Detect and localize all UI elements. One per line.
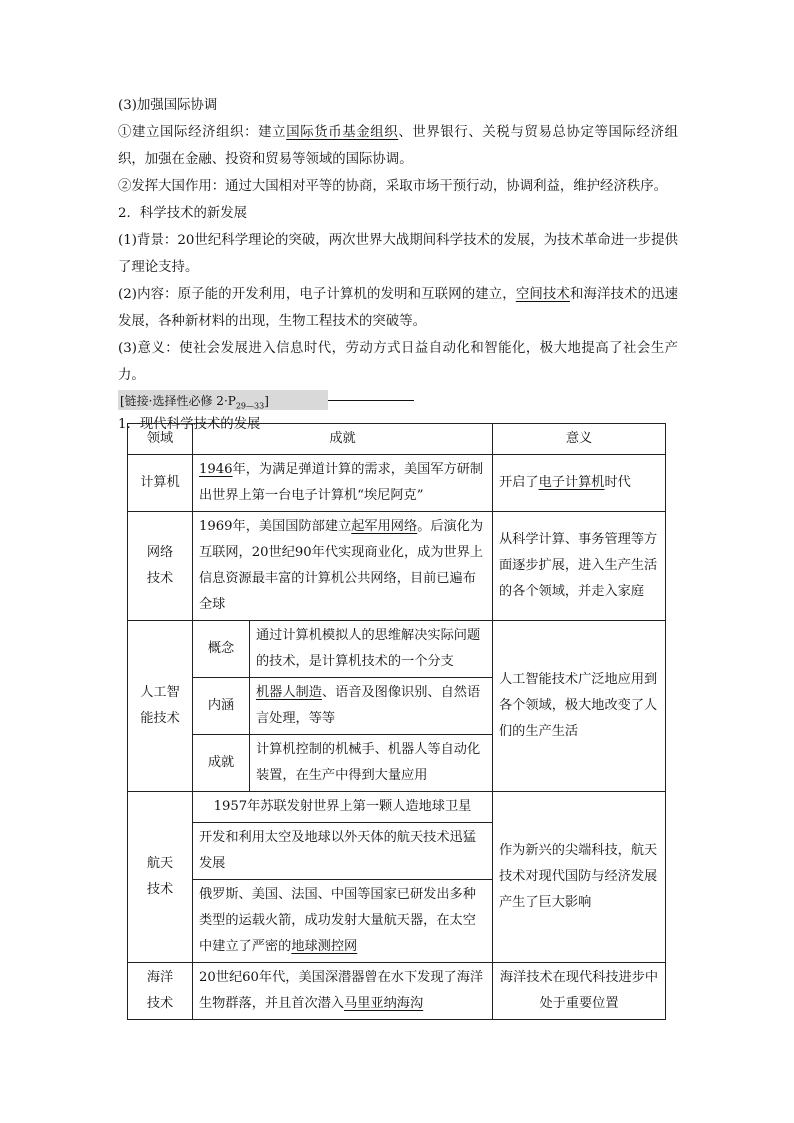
paragraph-content: (2)内容：原子能的开发利用，电子计算机的发明和互联网的建立，空间技术和海洋技术的迅速发展，各种新材料的出现，生物工程技术的突破等。 (118, 287, 679, 329)
aerospace-achievement-2: 开发和利用太空及地球以外天体的航天技术迅猛发展 (193, 823, 493, 880)
link-reference (118, 389, 678, 411)
ai-concept: 通过计算机模拟人的思维解决实际问题的技术，是计算机技术的一个分支 (250, 621, 493, 678)
significance-aerospace: 作为新兴的尖端科技，航天技术对现代国防与经济发展产生了巨大影响 (493, 792, 666, 963)
achievement-network: 1969年，美国国防部建立起军用网络。后演化为互联网，20世纪90年代实现商业化，成为世界上信息资源最丰富的计算机公共网络，目前已遍布全球 (193, 512, 493, 621)
table-row-ocean (128, 963, 666, 1020)
field-ai: 人工智能技术 (128, 621, 193, 792)
table-row-network (128, 512, 666, 621)
link-tag: [链接·选择性必修 $2\cdot P_{29—33}$] (118, 390, 328, 410)
header-field: 领域 (128, 424, 193, 455)
aerospace-achievement-3: 俄罗斯、美国、法国、中国等国家已研发出多种类型的运载火箭，成功发射大量航天器，在太空中建立了严密的地球测控网 (193, 880, 493, 963)
ai-concept-label: 概念 (193, 621, 250, 678)
achievement-ocean: 20世纪60年代，美国深潜器曾在水下发现了海洋生物群落，并且首次潜入马里亚纳海沟 (193, 963, 493, 1020)
paragraph-significance: (3)意义：使社会发展进入信息时代，劳动方式日益自动化和智能化，极大地提高了社会生产力。 (118, 341, 678, 383)
header-significance: 意义 (493, 424, 666, 455)
aerospace-achievement-1: 1957年苏联发射世界上第一颗人造地球卫星 (193, 792, 493, 823)
table-row-aerospace-1 (128, 792, 666, 823)
achievement-computer: 1946年，为满足弹道计算的需求，美国军方研制出世界上第一台电子计算机“埃尼阿克” (193, 455, 493, 512)
ai-connotation-label: 内涵 (193, 678, 250, 735)
significance-ai: 人工智能技术广泛地应用到各个领域，极大地改变了人们的生产生活 (493, 621, 666, 792)
significance-ocean: 海洋技术在现代科技进步中处于重要位置 (493, 963, 666, 1020)
header-achievement: 成就 (193, 424, 493, 455)
ai-result: 计算机控制的机械手、机器人等自动化装置，在生产中得到大量应用 (250, 735, 493, 792)
field-aerospace: 航天技术 (128, 792, 193, 963)
link-rule (328, 400, 414, 401)
ai-result-label: 成就 (193, 735, 250, 792)
ai-connotation: 机器人制造、语音及图像识别、自然语言处理，等等 (250, 678, 493, 735)
paragraph-economic-organizations: ①建立国际经济组织：建立国际货币基金组织、世界银行、关税与贸易总协定等国际经济组织，加强在金融、投资和贸易等领域的国际协调。 (118, 125, 678, 167)
section-title: 1．现代科学技术的发展 (118, 417, 261, 432)
tech-development-table (127, 423, 666, 1020)
table-row-computer (128, 455, 666, 512)
underlined-space-tech: 空间技术 (515, 287, 570, 302)
table-header-row (128, 424, 666, 455)
paragraph-background: (1)背景：20世纪科学理论的突破，两次世界大战期间科学技术的发展，为技术革命进一步提供了理论支持。 (118, 233, 678, 275)
field-network: 网络技术 (128, 512, 193, 621)
significance-network: 从科学计算、事务管理等方面逐步扩展，进入生产生活的各个领域，并走入家庭 (493, 512, 666, 621)
field-computer: 计算机 (128, 455, 193, 512)
document-body (118, 92, 678, 438)
field-ocean: 海洋技术 (128, 963, 193, 1020)
heading-international-coordination: (3)加强国际协调 (118, 98, 218, 113)
table-row-ai-concept (128, 621, 666, 678)
paragraph-major-powers: ②发挥大国作用：通过大国相对平等的协商，采取市场干预行动，协调利益，维护经济秩序。 (118, 179, 668, 194)
underlined-imf: 国际货币基金组织 (286, 125, 399, 140)
significance-computer: 开启了电子计算机时代 (493, 455, 666, 512)
heading-science-tech: 2．科学技术的新发展 (118, 206, 248, 221)
